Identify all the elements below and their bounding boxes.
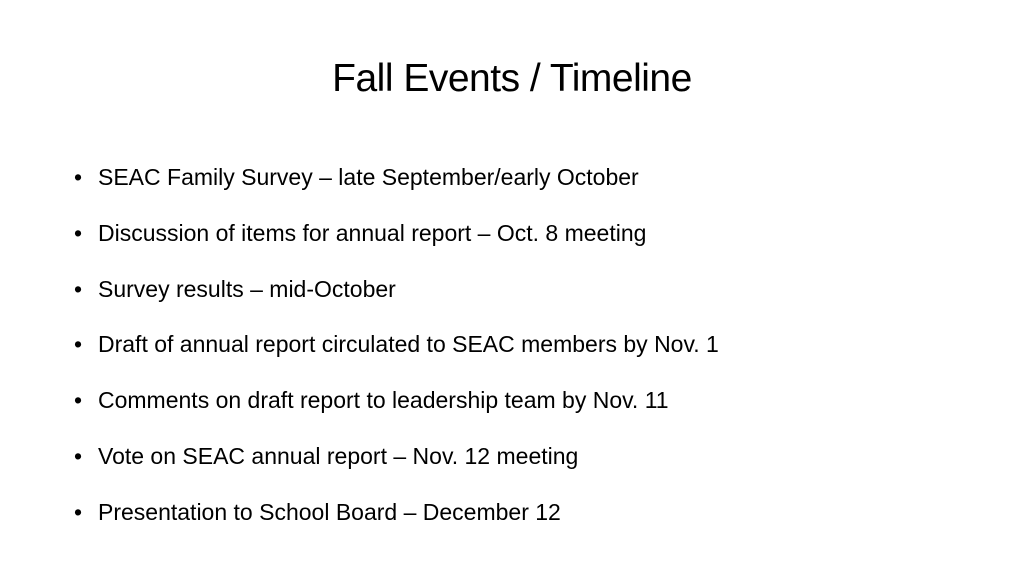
- bullet-icon: •: [74, 164, 83, 190]
- list-item-text: Presentation to School Board – December 12: [98, 498, 561, 525]
- slide-title: Fall Events / Timeline: [332, 57, 692, 100]
- list-item: [74, 270, 974, 326]
- list-item-text: Draft of annual report circulated to SEAC members by Nov. 1: [98, 331, 719, 358]
- list-item: [74, 493, 974, 549]
- list-item-text: Vote on SEAC annual report – Nov. 12 meeting: [98, 442, 579, 469]
- bullet-icon: •: [74, 387, 83, 414]
- list-item: [74, 437, 974, 493]
- list-item-text: SEAC Family Survey – late September/early October: [98, 164, 639, 190]
- list-item: [74, 158, 974, 214]
- list-item: [74, 381, 974, 437]
- list-item-text: Comments on draft report to leadership team by Nov. 11: [98, 387, 669, 414]
- bullet-icon: •: [74, 498, 83, 525]
- list-item-text: Survey results – mid-October: [98, 275, 396, 302]
- bullet-icon: •: [74, 275, 83, 302]
- list-item: [74, 214, 974, 270]
- bullet-list: [74, 158, 974, 549]
- bullet-icon: •: [74, 331, 83, 358]
- list-item-text: Discussion of items for annual report – Oct. 8 meeting: [98, 219, 647, 246]
- bullet-icon: •: [74, 442, 83, 469]
- list-item: [74, 325, 974, 381]
- bullet-icon: •: [74, 219, 83, 246]
